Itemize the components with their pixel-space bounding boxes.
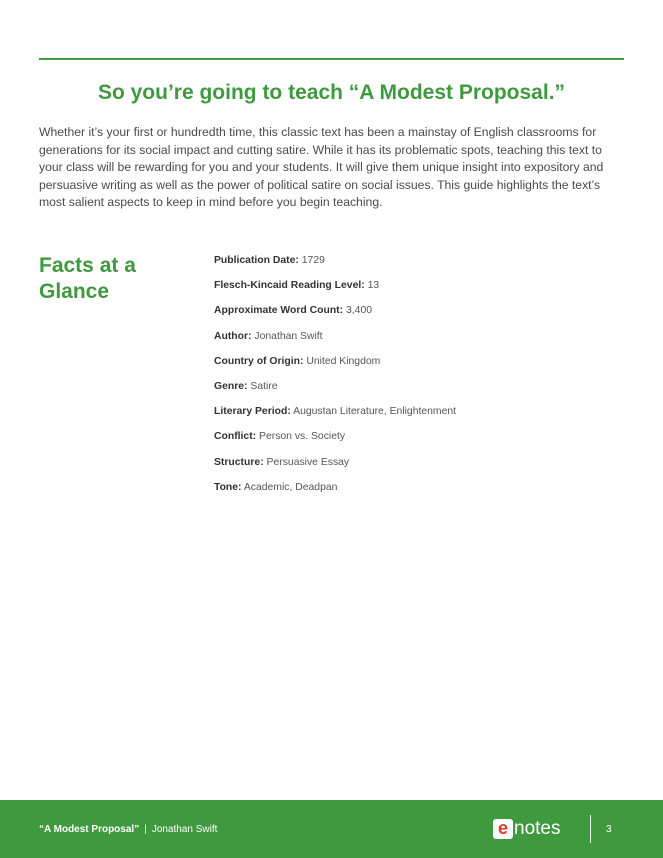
fact-value: 3,400 bbox=[346, 305, 373, 317]
footer-separator: | bbox=[144, 824, 147, 835]
fact-label: Publication Date: bbox=[214, 255, 299, 266]
fact-genre bbox=[214, 380, 634, 405]
top-rule bbox=[39, 58, 624, 60]
fact-label: Tone: bbox=[214, 481, 242, 493]
fact-country bbox=[214, 355, 634, 380]
fact-label: Author: bbox=[214, 330, 252, 342]
fact-label: Literary Period: bbox=[214, 406, 291, 418]
fact-label: Approximate Word Count: bbox=[214, 305, 344, 317]
footer-author: Jonathan Swift bbox=[151, 824, 218, 835]
enotes-logo-wordmark: notes bbox=[514, 818, 561, 839]
facts-heading: Facts at a Glance bbox=[39, 254, 136, 303]
fact-value: Persuasive Essay bbox=[266, 456, 350, 468]
fact-word-count bbox=[214, 304, 634, 329]
fact-literary-period bbox=[214, 405, 634, 430]
fact-structure bbox=[214, 456, 634, 481]
facts-list bbox=[214, 254, 634, 506]
page-number: 3 bbox=[606, 824, 612, 835]
footer-book-title: “A Modest Proposal” bbox=[39, 824, 140, 835]
page-title: So you’re going to teach “A Modest Proposal.” bbox=[97, 81, 566, 104]
fact-conflict bbox=[214, 430, 634, 455]
fact-value: Satire bbox=[250, 380, 278, 392]
fact-value: 13 bbox=[367, 280, 380, 292]
enotes-logo bbox=[493, 818, 560, 840]
fact-tone bbox=[214, 481, 634, 506]
fact-label: Conflict: bbox=[214, 431, 257, 443]
fact-value: Augustan Literature, Enlightenment bbox=[293, 406, 457, 418]
fact-value: Academic, Deadpan bbox=[243, 481, 338, 493]
fact-label: Country of Origin: bbox=[214, 355, 304, 367]
fact-publication-date bbox=[214, 254, 634, 279]
footer-divider bbox=[590, 815, 591, 843]
fact-label: Structure: bbox=[214, 456, 264, 468]
fact-value: United Kingdom bbox=[306, 355, 381, 367]
fact-value: Person vs. Society bbox=[259, 431, 346, 443]
fact-value: 1729 bbox=[301, 255, 325, 266]
footer-citation bbox=[39, 823, 217, 836]
enotes-logo-icon: e bbox=[493, 819, 513, 839]
fact-label: Genre: bbox=[214, 380, 248, 392]
intro-paragraph: Whether it’s your first or hundredth time, this classic text has been a mainstay of English classrooms for generations for its social impact and cutting satire. While it has its problematic spots, teaching this text to your class will be rewarding for you and your students. It will give them unique insight into expository and persuasive writing as well as the power of political satire on social issues. This guide highlights the text’s most salient aspects to keep in mind before you begin teaching. bbox=[39, 125, 604, 209]
fact-value: Jonathan Swift bbox=[254, 330, 323, 342]
fact-label: Flesch-Kincaid Reading Level: bbox=[214, 280, 365, 292]
page-footer bbox=[0, 800, 663, 858]
fact-author bbox=[214, 330, 634, 355]
fact-reading-level bbox=[214, 279, 634, 304]
